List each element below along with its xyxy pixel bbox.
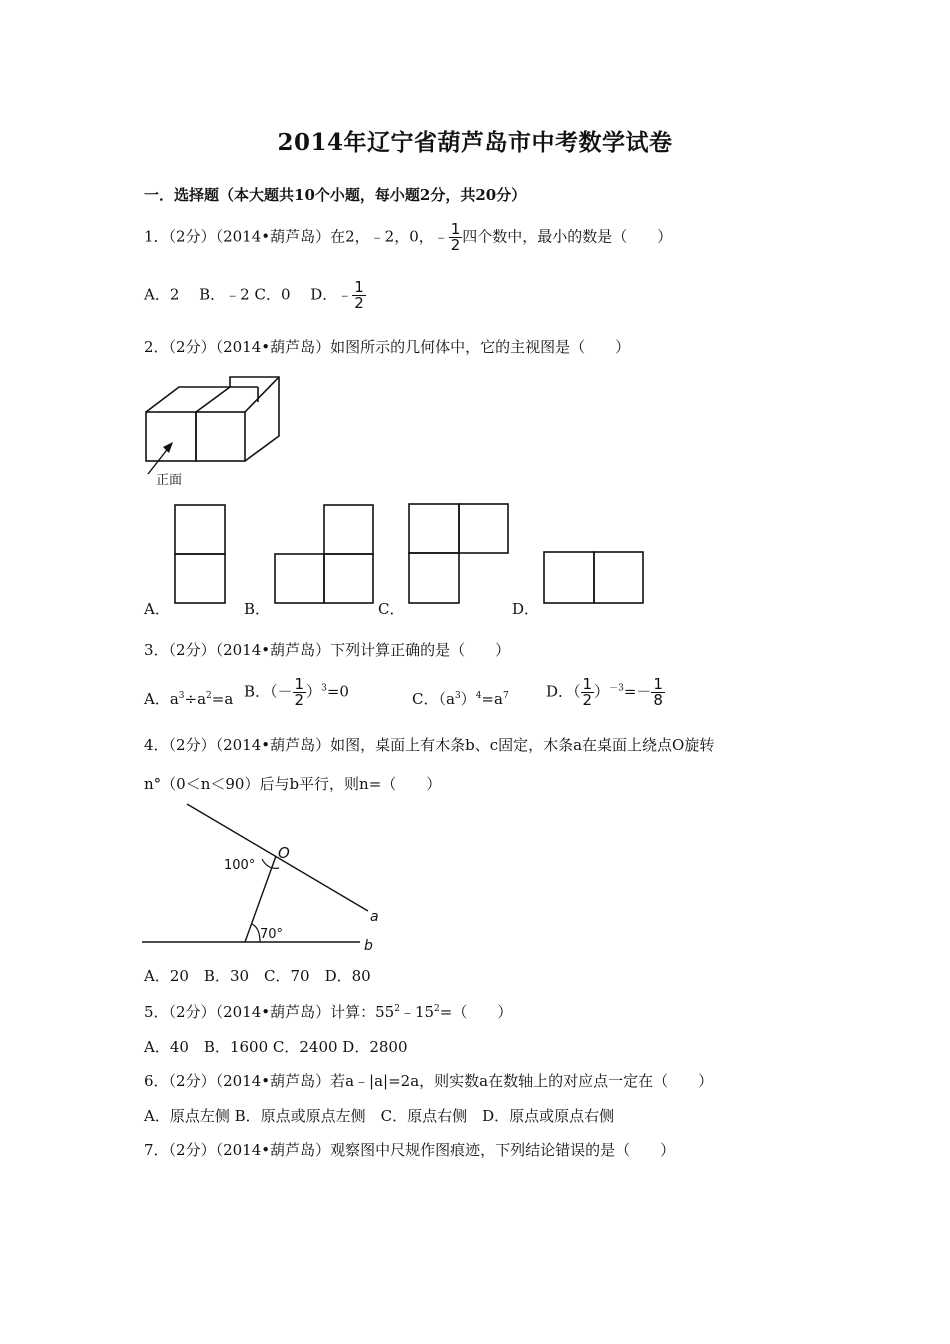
question-4-line-2: n°（0＜n＜90）后与b平行，则n=（ ） [144, 775, 442, 793]
angle-100-label: 100° [224, 858, 256, 873]
solid-front-right [196, 412, 245, 461]
q3-b-end: =0 [326, 682, 349, 701]
point-o-label: O [278, 844, 290, 862]
q5-options: A．40 B．1600 C．2400 D．2800 [144, 1038, 408, 1056]
q1-fraction [449, 222, 463, 253]
q3-b-fraction [293, 677, 307, 708]
question-2: 2．（2分）（2014•葫芦岛）如图所示的几何体中，它的主视图是（ ） [144, 338, 631, 356]
q1-options [144, 280, 366, 311]
question-5 [144, 1001, 512, 1022]
q3-option-b [244, 677, 349, 708]
q2-option-a-label: A． [144, 600, 170, 618]
q3-a-end: =a [211, 690, 234, 708]
q1-frac-den: 2 [450, 236, 461, 254]
q2-option-c-figure [408, 503, 510, 605]
angle-70-label: 70° [260, 927, 284, 942]
q3-d-open: （ [573, 682, 581, 701]
q4-figure [140, 800, 390, 955]
q2-option-c-label: C． [378, 600, 405, 618]
q3-c-close: ） [460, 690, 476, 708]
question-1 [144, 222, 672, 253]
q1-opt-frac-num: 1 [354, 278, 364, 296]
angle-arc-100 [262, 859, 279, 868]
q3-c-end: =a [481, 690, 503, 708]
question-3: 3．（2分）（2014•葫芦岛）下列计算正确的是（ ） [144, 641, 511, 659]
question-6: 6．（2分）（2014•葫芦岛）若a﹣|a|=2a，则实数a在数轴上的对应点一定在（ ） [144, 1072, 714, 1090]
q5-mid: ﹣15 [399, 1003, 435, 1021]
q3-c-open: （a [438, 690, 455, 708]
q3-d-result-fraction [651, 677, 665, 708]
q3-d-num: 1 [582, 675, 593, 693]
q2-option-b-label: B． [244, 600, 271, 618]
q3-b-exp: 3 [321, 683, 327, 694]
question-4-line-1: 4．（2分）（2014•葫芦岛）如图，桌面上有木条b、c固定，木条a在桌面上绕点O旋转 [144, 736, 715, 754]
q3-d-result-num: 1 [653, 675, 663, 693]
q3-d-label: D． [546, 682, 574, 701]
q3-a-exp1: 3 [178, 691, 185, 701]
solid-front-left [146, 412, 196, 461]
q2-option-d-label: D． [512, 600, 540, 618]
q5-stem-a: 5．（2分）（2014•葫芦岛）计算：55 [144, 1003, 395, 1021]
q3-b-den: 2 [294, 691, 305, 709]
angle-arc-70 [252, 924, 260, 942]
q1-options-text: A．2 B．﹣2 C．0 D．﹣ [144, 285, 353, 304]
q5-exp1: 2 [394, 1004, 400, 1014]
question-7: 7．（2分）（2014•葫芦岛）观察图中尺规作图痕迹，下列结论错误的是（ ） [144, 1141, 676, 1159]
q3-d-fraction [581, 677, 595, 708]
q3-option-a [144, 688, 233, 709]
front-arrow-head [163, 442, 173, 453]
q1-stem-b: 四个数中，最小的数是（ ） [462, 227, 673, 246]
q3-option-d [546, 677, 665, 708]
q1-stem-a: 1．（2分）（2014•葫芦岛）在2，﹣2，0，﹣ [144, 227, 449, 246]
q3-b-label: B． [244, 682, 271, 701]
solid-top-left [146, 387, 230, 412]
front-label: 正面 [156, 473, 183, 488]
q3-option-c [412, 688, 509, 709]
q3-a-exp2: 2 [206, 691, 212, 701]
q3-c-exp2: 4 [475, 691, 482, 701]
q3-c-exp3: 7 [502, 691, 509, 701]
solid-edge [245, 377, 279, 412]
q2-solid-figure [140, 372, 300, 492]
page-title: 2014年辽宁省葫芦岛市中考数学试卷 [277, 129, 673, 156]
q3-d-close: ） [594, 682, 610, 701]
line-a-label: a [370, 909, 379, 925]
section-heading: 一．选择题（本大题共10个小题，每小题2分，共20分） [144, 186, 527, 204]
q5-exp2: 2 [434, 1004, 440, 1014]
q3-d-exp: －3 [609, 683, 624, 694]
q5-end: =（ ） [439, 1003, 513, 1021]
q1-opt-frac-den: 2 [354, 294, 364, 312]
q4-options: A．20 B．30 C．70 D．80 [144, 967, 371, 985]
q2-option-b-figure [274, 504, 376, 606]
q3-b-close: ） [306, 682, 322, 701]
q3-b-num: 1 [294, 675, 305, 693]
q3-a-mid: ÷a [184, 690, 207, 708]
q3-b-open: （－ [270, 682, 293, 701]
q2-option-d-figure [543, 551, 645, 605]
q1-frac-num: 1 [450, 220, 461, 238]
q3-d-den: 2 [582, 691, 593, 709]
q1-opt-fraction [352, 280, 366, 311]
q6-options: A．原点左侧 B．原点或原点左侧 C．原点右侧 D．原点或原点右侧 [144, 1107, 615, 1125]
q3-d-result-den: 8 [653, 691, 663, 709]
q3-c-label: C． [412, 690, 439, 708]
line-b-label: b [364, 938, 373, 954]
q3-c-exp1: 3 [454, 691, 461, 701]
q2-option-a-figure [174, 504, 228, 606]
q3-a-label: A．a [144, 690, 179, 708]
q3-d-eq: =－ [623, 682, 652, 701]
